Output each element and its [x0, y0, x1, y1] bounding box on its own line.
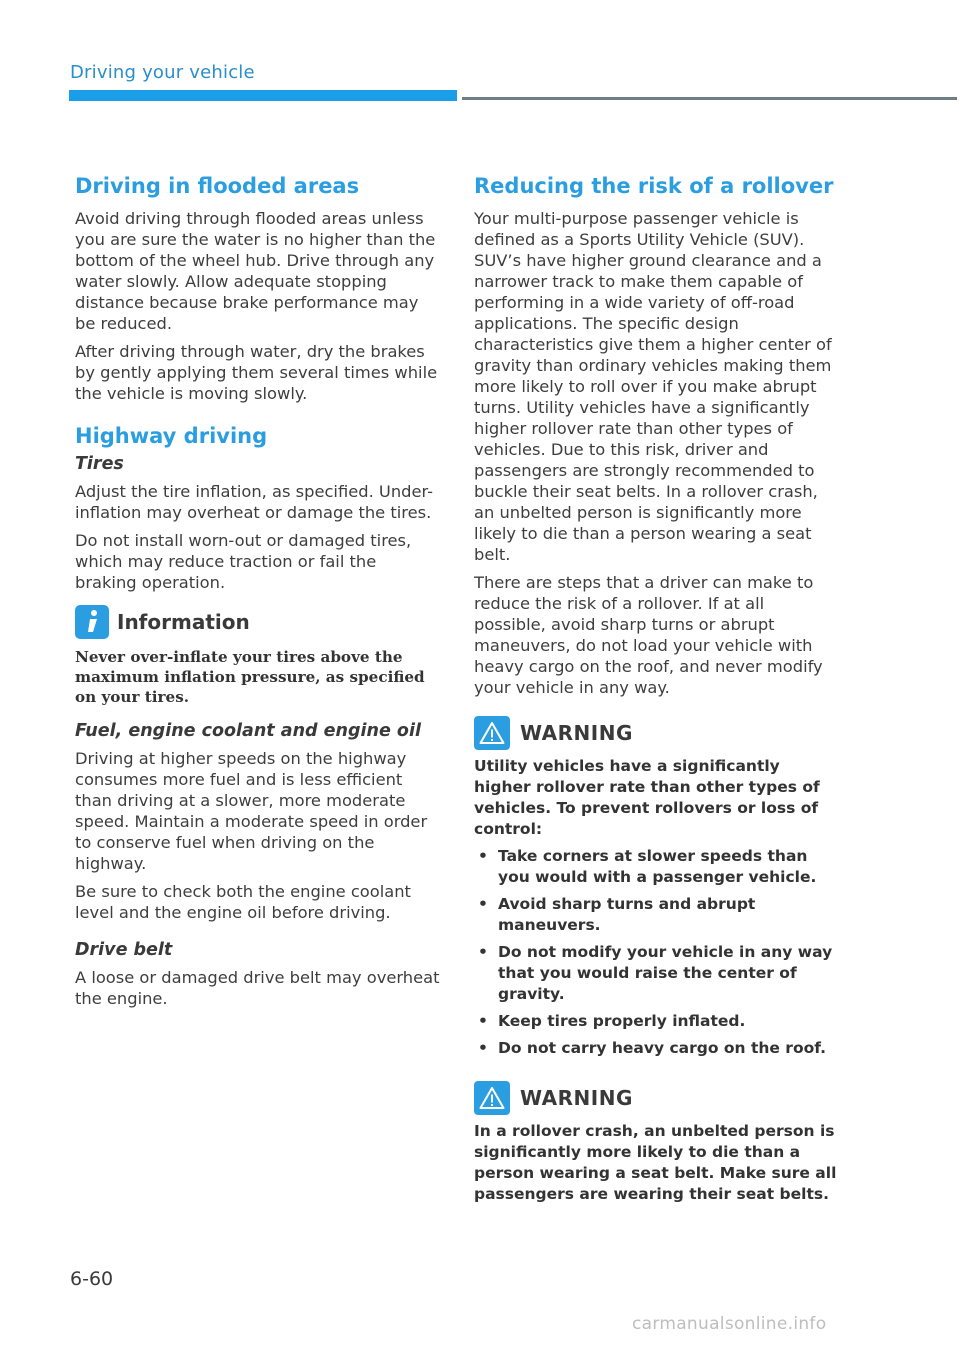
fuel-coolant-oil-subheading: Fuel, engine coolant and engine oil: [75, 721, 421, 741]
drive-belt-subheading: Drive belt: [75, 940, 173, 960]
warning-1-intro: Utility vehicles have a significantly higher rollover rate than other types of vehicles. To prevent rollovers or loss of control:: [474, 757, 820, 838]
list-item: • Do not modify your vehicle in any way that you would raise the center of gravity.: [474, 942, 840, 1005]
warning-1-list: [474, 846, 840, 1059]
header-rule: [462, 97, 957, 100]
rollover-heading: Reducing the risk of a rollover: [474, 174, 834, 198]
list-item: • Take corners at slower speeds than you would with a passenger vehicle.: [474, 846, 840, 888]
flooded-paragraph-2: After driving through water, dry the brakes by gently applying them several times while the vehicle is moving slowly.: [75, 342, 438, 403]
information-label: Information: [117, 610, 250, 634]
warning-box-2-header: [474, 1081, 840, 1115]
warning-2-label: WARNING: [520, 1086, 633, 1110]
list-item: • Keep tires properly inflated.: [474, 1011, 840, 1032]
flooded-areas-heading: Driving in flooded areas: [75, 174, 360, 198]
fuel-paragraph-2: Be sure to check both the engine coolant level and the engine oil before driving.: [75, 882, 411, 922]
rollover-paragraph-2: There are steps that a driver can make to reduce the risk of a rollover. If at all possible, avoid sharp turns or abrupt maneuvers, do not load your vehicle with heavy cargo on the roof, and never modify your vehicle in any way.: [474, 573, 823, 697]
warning-triangle-icon: [474, 1081, 510, 1115]
header-accent-bar: [69, 90, 457, 101]
tires-subheading: Tires: [75, 454, 124, 474]
tires-paragraph-2: Do not install worn-out or damaged tires, which may reduce traction or fail the braking operation.: [75, 531, 412, 592]
fuel-paragraph-1: Driving at higher speeds on the highway consumes more fuel and is less efficient than driving at a slower, more moderate speed. Maintain a moderate speed in order to conserve fuel when driving on the highway.: [75, 749, 428, 873]
section-title: Driving your vehicle: [70, 62, 255, 83]
page-number: 6-60: [70, 1268, 114, 1290]
information-box-header: [75, 605, 443, 639]
warning-triangle-icon: [474, 716, 510, 750]
watermark: carmanualsonline.info: [632, 1314, 827, 1334]
warning-1-label: WARNING: [520, 721, 633, 745]
drive-belt-paragraph: A loose or damaged drive belt may overheat the engine.: [75, 968, 440, 1008]
list-item: • Avoid sharp turns and abrupt maneuvers.: [474, 894, 840, 936]
list-item: • Do not carry heavy cargo on the roof.: [474, 1038, 840, 1059]
left-column: [75, 172, 443, 1016]
flooded-paragraph-1: Avoid driving through flooded areas unless you are sure the water is no higher than the bottom of the wheel hub. Drive through any water slowly. Allow adequate stopping distance because brake performance may be reduced.: [75, 209, 436, 333]
warning-2-text: In a rollover crash, an unbelted person is significantly more likely to die than a person wearing a seat belt. Make sure all passengers are wearing their seat belts.: [474, 1122, 837, 1203]
warning-box-1-header: [474, 716, 840, 750]
highway-driving-heading: Highway driving: [75, 424, 268, 448]
info-icon: [75, 605, 109, 639]
rollover-paragraph-1: Your multi-purpose passenger vehicle is defined as a Sports Utility Vehicle (SUV). SUV’s have higher ground clearance and a narrower track to make them capable of performing in a wide variety of off-road applications. The specific design characteristics give them a higher center of gravity than ordinary vehicles making them more likely to roll over if you make abrupt turns. Utility vehicles have a significantly higher rollover rate than other types of vehicles. Due to this risk, driver and passengers are strongly recommended to buckle their seat belts. In a rollover crash, an unbelted person is significantly more likely to die than a person wearing a seat belt.: [474, 209, 832, 564]
information-text: Never over-inflate your tires above the maximum inflation pressure, as specified on your tires.: [75, 648, 425, 706]
tires-paragraph-1: Adjust the tire inflation, as specified. Under-inflation may overheat or damage the tires.: [75, 482, 434, 522]
right-column: [474, 172, 840, 1211]
